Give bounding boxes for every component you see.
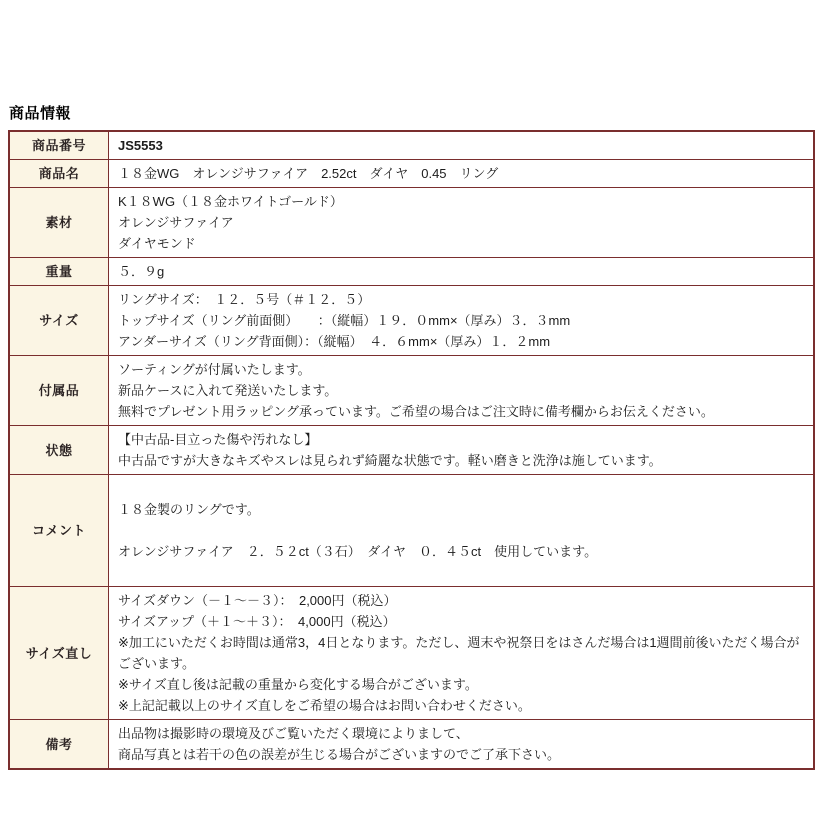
row-value [109,286,815,356]
value-line: K１８WG（１８金ホワイトゴールド） [118,194,343,209]
table-row [9,587,814,720]
value-line: サイズアップ（＋１～＋３）： 4,000円（税込） [118,614,396,629]
row-label: 商品名 [9,160,109,188]
table-row [9,131,814,160]
value-line: JS5553 [118,138,163,153]
row-value [109,160,815,188]
value-line: 中古品ですが大きなキズやスレは見られず綺麗な状態です。軽い磨きと洗浄は施しています。 [118,453,662,468]
value-line [118,478,804,499]
row-value [109,475,815,587]
page-title: 商品情報 [9,105,72,122]
value-line: １８金WG オレンジサファイア 2.52ct ダイヤ 0.45 リング [118,166,499,181]
row-value [109,188,815,258]
row-value [109,426,815,475]
row-label: 素材 [9,188,109,258]
value-line: 商品写真とは若干の色の誤差が生じる場合がございますのでご了承下さい。 [118,747,561,762]
row-value [109,720,815,770]
row-value [109,587,815,720]
table-row [9,258,814,286]
value-line: ソーティングが付属いたします。 [118,362,311,377]
value-line: 【中古品-目立った傷や汚れなし】 [118,432,318,447]
value-line: オレンジサファイア ２．５２ct（３石） ダイヤ ０．４５ct 使用しています。 [118,544,598,559]
table-row [9,188,814,258]
table-row [9,475,814,587]
value-line: 出品物は撮影時の環境及びご覧いただく環境によりまして、 [118,726,469,741]
value-line: サイズダウン（－１～－３）： 2,000円（税込） [118,593,397,608]
table-row [9,720,814,770]
product-table-body [9,131,814,769]
value-line: ※加工にいただくお時間は通常3，4日となります。ただし、週末や祝祭日をはさんだ場合は1週間前後いただく場合がございます。 [118,635,800,671]
value-line [118,562,804,583]
row-label: 付属品 [9,356,109,426]
row-label: 重量 [9,258,109,286]
value-line: 無料でプレゼント用ラッピング承っています。ご希望の場合はご注文時に備考欄からお伝えください。 [118,404,714,419]
value-line: オレンジサファイア [118,215,234,230]
row-label: 備考 [9,720,109,770]
value-line: ダイヤモンド [118,236,196,251]
row-label: サイズ [9,286,109,356]
value-line: トップサイズ（リング前面側） ：（縦幅）１９．０mm×（厚み）３．３mm [118,313,571,328]
row-value [109,356,815,426]
table-row [9,426,814,475]
value-line: リングサイズ： １２．５号（＃１２．５） [118,292,371,307]
value-line: ※上記記載以上のサイズ直しをご希望の場合はお問い合わせください。 [118,698,531,713]
product-info-table [8,130,815,770]
row-label: コメント [9,475,109,587]
row-label: サイズ直し [9,587,109,720]
table-row [9,286,814,356]
row-value [109,131,815,160]
value-line: １８金製のリングです。 [118,502,260,517]
table-row [9,160,814,188]
value-line: アンダーサイズ（リング背面側）：（縦幅） ４．６mm×（厚み）１．２mm [118,334,551,349]
row-label: 商品番号 [9,131,109,160]
value-line: ５．９g [118,264,165,279]
row-value [109,258,815,286]
value-line [118,520,804,541]
table-row [9,356,814,426]
value-line: ※サイズ直し後は記載の重量から変化する場合がございます。 [118,677,478,692]
value-line: 新品ケースに入れて発送いたします。 [118,383,338,398]
row-label: 状態 [9,426,109,475]
